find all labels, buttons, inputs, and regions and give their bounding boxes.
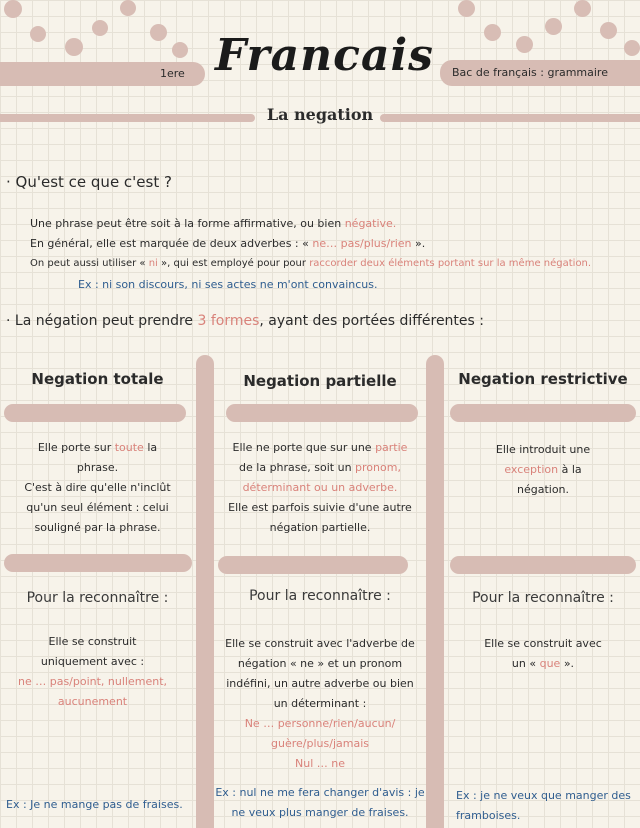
text-line: framboises. <box>456 809 521 822</box>
text-line: Elle se construit <box>48 635 137 648</box>
text-line: Elle se construit avec <box>484 637 602 650</box>
text: ». <box>411 237 426 250</box>
text: », qui est employé pour pour <box>157 258 310 269</box>
text-line: négation. <box>516 483 570 496</box>
decor-dot <box>624 40 640 56</box>
example-restrictive <box>456 786 631 826</box>
section-bar <box>4 554 192 572</box>
intro-question: · Qu'est ce que c'est ? <box>6 173 172 191</box>
text-line: Elle ne porte que sur une partie <box>232 441 408 454</box>
intro-line-3 <box>30 254 591 274</box>
text-highlight: 3 formes <box>197 313 260 329</box>
desc-totale <box>0 438 195 538</box>
section-bar <box>450 404 636 422</box>
text: On peut aussi utiliser « <box>30 258 149 269</box>
text-highlight: ne… pas/plus/rien <box>312 237 412 250</box>
text: , ayant des portées différentes : <box>259 313 484 329</box>
page-subtitle: La negation <box>266 105 374 124</box>
desc-partielle <box>214 438 426 538</box>
heading-negation-restrictive: Negation restrictive <box>458 370 628 388</box>
decor-dot <box>545 18 562 35</box>
text-line: négation « ne » et un pronom <box>237 657 403 670</box>
text-line: Ex : je ne veux que manger des <box>456 789 631 802</box>
section-bar <box>4 404 186 422</box>
section-bar <box>226 404 418 422</box>
heading-negation-partielle: Negation partielle <box>243 372 397 390</box>
text-line: phrase. <box>76 461 119 474</box>
reco-title-totale: Pour la reconnaître : <box>26 590 169 606</box>
text-line: négation partielle. <box>269 521 371 534</box>
text-line: exception à la <box>504 463 582 476</box>
text-line: indéfini, un autre adverbe ou bien <box>226 677 414 690</box>
text: · La négation peut prendre <box>6 313 198 329</box>
text-line: un « que ». <box>511 657 575 670</box>
decor-dot <box>150 24 167 41</box>
text: Une phrase peut être soit à la forme affirmative, ou bien <box>30 217 345 230</box>
text-line: aucunement <box>57 695 128 708</box>
section-bar <box>218 556 408 574</box>
text-line: uniquement avec : <box>40 655 145 668</box>
reco-restrictive <box>446 634 640 674</box>
decor-dot <box>458 0 475 17</box>
text-line: Ne … personne/rien/aucun/ <box>244 717 396 730</box>
intro-example: Ex : ni son discours, ni ses actes ne m'ont convaincus. <box>78 278 378 291</box>
intro-line-2 <box>30 234 425 254</box>
decor-dot <box>4 0 22 18</box>
desc-restrictive <box>446 440 640 500</box>
decor-dot <box>92 20 108 36</box>
subtitle-bar-left <box>0 114 255 122</box>
subtitle-bar-right <box>380 114 640 122</box>
forms-line <box>6 313 484 329</box>
example-totale: Ex : Je ne mange pas de fraises. <box>6 798 183 811</box>
decor-dot <box>172 42 188 58</box>
text-line: Ex : nul ne me fera changer d'avis : je <box>215 786 425 799</box>
level-label: 1ere <box>160 67 185 80</box>
column-divider <box>196 355 214 828</box>
text-highlight: négative. <box>344 217 397 230</box>
course-label: Bac de français : grammaire <box>452 66 608 79</box>
text-line: guère/plus/jamais <box>271 737 369 750</box>
text-highlight: ni <box>148 258 158 269</box>
text-line: déterminant ou un adverbe. <box>242 481 398 494</box>
column-divider <box>426 355 444 828</box>
decor-dot <box>65 38 83 56</box>
text-line: souligné par la phrase. <box>34 521 161 534</box>
intro-line-1 <box>30 214 396 234</box>
decor-dot <box>120 0 136 16</box>
text-highlight: raccorder deux éléments portant sur la même négation. <box>309 258 592 269</box>
decor-dot <box>484 24 501 41</box>
section-bar <box>450 556 636 574</box>
text-line: Elle se construit avec l'adverbe de <box>225 637 415 650</box>
heading-negation-totale: Negation totale <box>31 370 164 388</box>
page-title: Francais <box>215 30 434 81</box>
text-line: Elle porte sur toute la <box>37 441 158 454</box>
decor-dot <box>574 0 591 17</box>
text-line: Elle est parfois suivie d'une autre <box>228 501 412 514</box>
text-line: C'est à dire qu'elle n'inclût <box>24 481 171 494</box>
reco-title-restrictive: Pour la reconnaître : <box>472 590 614 606</box>
text-line: Nul … ne <box>295 757 345 770</box>
text-line: Elle introduit une <box>495 443 591 456</box>
text: En général, elle est marquée de deux adverbes : « <box>30 237 313 250</box>
text-line: ne … pas/point, nullement, <box>17 675 168 688</box>
reco-totale <box>0 632 185 712</box>
reco-partielle <box>214 634 426 774</box>
text-line: qu'un seul élément : celui <box>26 501 169 514</box>
example-partielle <box>214 783 426 823</box>
decor-dot <box>600 22 617 39</box>
text-line: de la phrase, soit un pronom, <box>239 461 401 474</box>
text-line: ne veux plus manger de fraises. <box>231 806 409 819</box>
reco-title-partielle: Pour la reconnaître : <box>249 588 391 604</box>
decor-dot <box>516 36 533 53</box>
text-line: un déterminant : <box>273 697 367 710</box>
decor-dot <box>30 26 46 42</box>
